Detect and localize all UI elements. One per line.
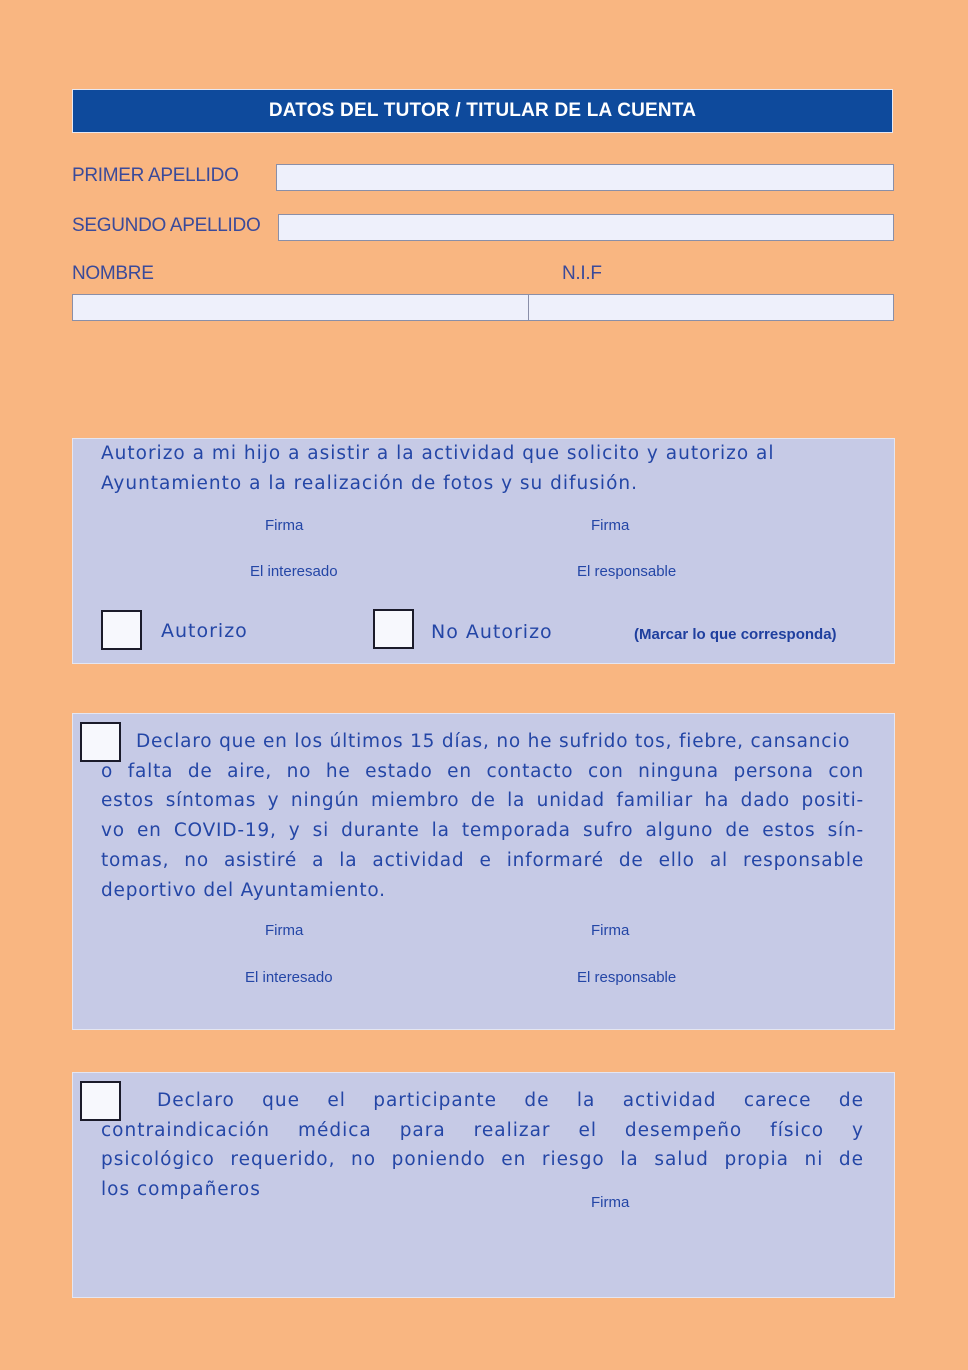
medical-line: psicológico requerido, no poniendo en riesgo la salud propia ni de [101, 1149, 864, 1171]
responsable-label: El responsable [577, 969, 677, 986]
interesado-label: El interesado [245, 969, 333, 986]
covid-line: Declaro que en los últimos 15 días, no he sufrido tos, fiebre, cansancio [136, 731, 851, 752]
authorization-line: Autorizo a mi hijo a asistir a la actividad que solicito y autorizo al [101, 443, 775, 464]
firma-label: Firma [591, 922, 630, 939]
covid-line: estos síntomas y ningún miembro de la unidad familiar ha dado positi- [101, 790, 864, 812]
interesado-label: El interesado [250, 563, 338, 580]
medical-line: los compañeros [101, 1179, 261, 1201]
firma-label: Firma [265, 517, 304, 534]
segundo-apellido-label: SEGUNDO APELLIDO [72, 215, 261, 236]
nif-label: N.I.F [562, 263, 602, 284]
no-autorizo-checkbox[interactable] [373, 609, 414, 649]
firma-label: Firma [591, 1194, 630, 1211]
firma-label: Firma [265, 922, 304, 939]
nombre-label: NOMBRE [72, 263, 154, 284]
medical-line: contraindicación médica para realizar el desempeño físico y [101, 1119, 864, 1141]
medical-line: Declaro que el participante de la actividad carece de [157, 1090, 864, 1111]
section-header [72, 89, 893, 133]
authorization-text [101, 439, 881, 498]
segundo-apellido-field[interactable] [278, 214, 894, 241]
primer-apellido-field[interactable] [276, 164, 894, 191]
section-title: DATOS DEL TUTOR / TITULAR DE LA CUENTA [268, 100, 697, 121]
primer-apellido-label: PRIMER APELLIDO [72, 165, 239, 186]
covid-line: vo en COVID-19, y si durante la temporada sufro alguno de estos sín- [101, 820, 864, 842]
covid-line: o falta de aire, no he estado en contacto con ninguna persona con [101, 760, 864, 782]
authorization-line: Ayuntamiento a la realización de fotos y su difusión. [101, 472, 638, 494]
covid-line: tomas, no asistiré a la actividad e informaré de ello al responsable [101, 849, 864, 871]
no-autorizo-label: No Autorizo [431, 621, 553, 643]
nombre-field[interactable] [72, 294, 529, 321]
autorizo-label: Autorizo [161, 620, 248, 642]
covid-line: deportivo del Ayuntamiento. [101, 879, 386, 901]
nif-field[interactable] [528, 294, 894, 321]
medical-declaration-text [101, 1086, 864, 1205]
marcar-note: (Marcar lo que corresponda) [634, 626, 837, 643]
responsable-label: El responsable [577, 563, 677, 580]
firma-label: Firma [591, 517, 630, 534]
autorizo-checkbox[interactable] [101, 610, 142, 650]
covid-declaration-text [101, 727, 864, 905]
